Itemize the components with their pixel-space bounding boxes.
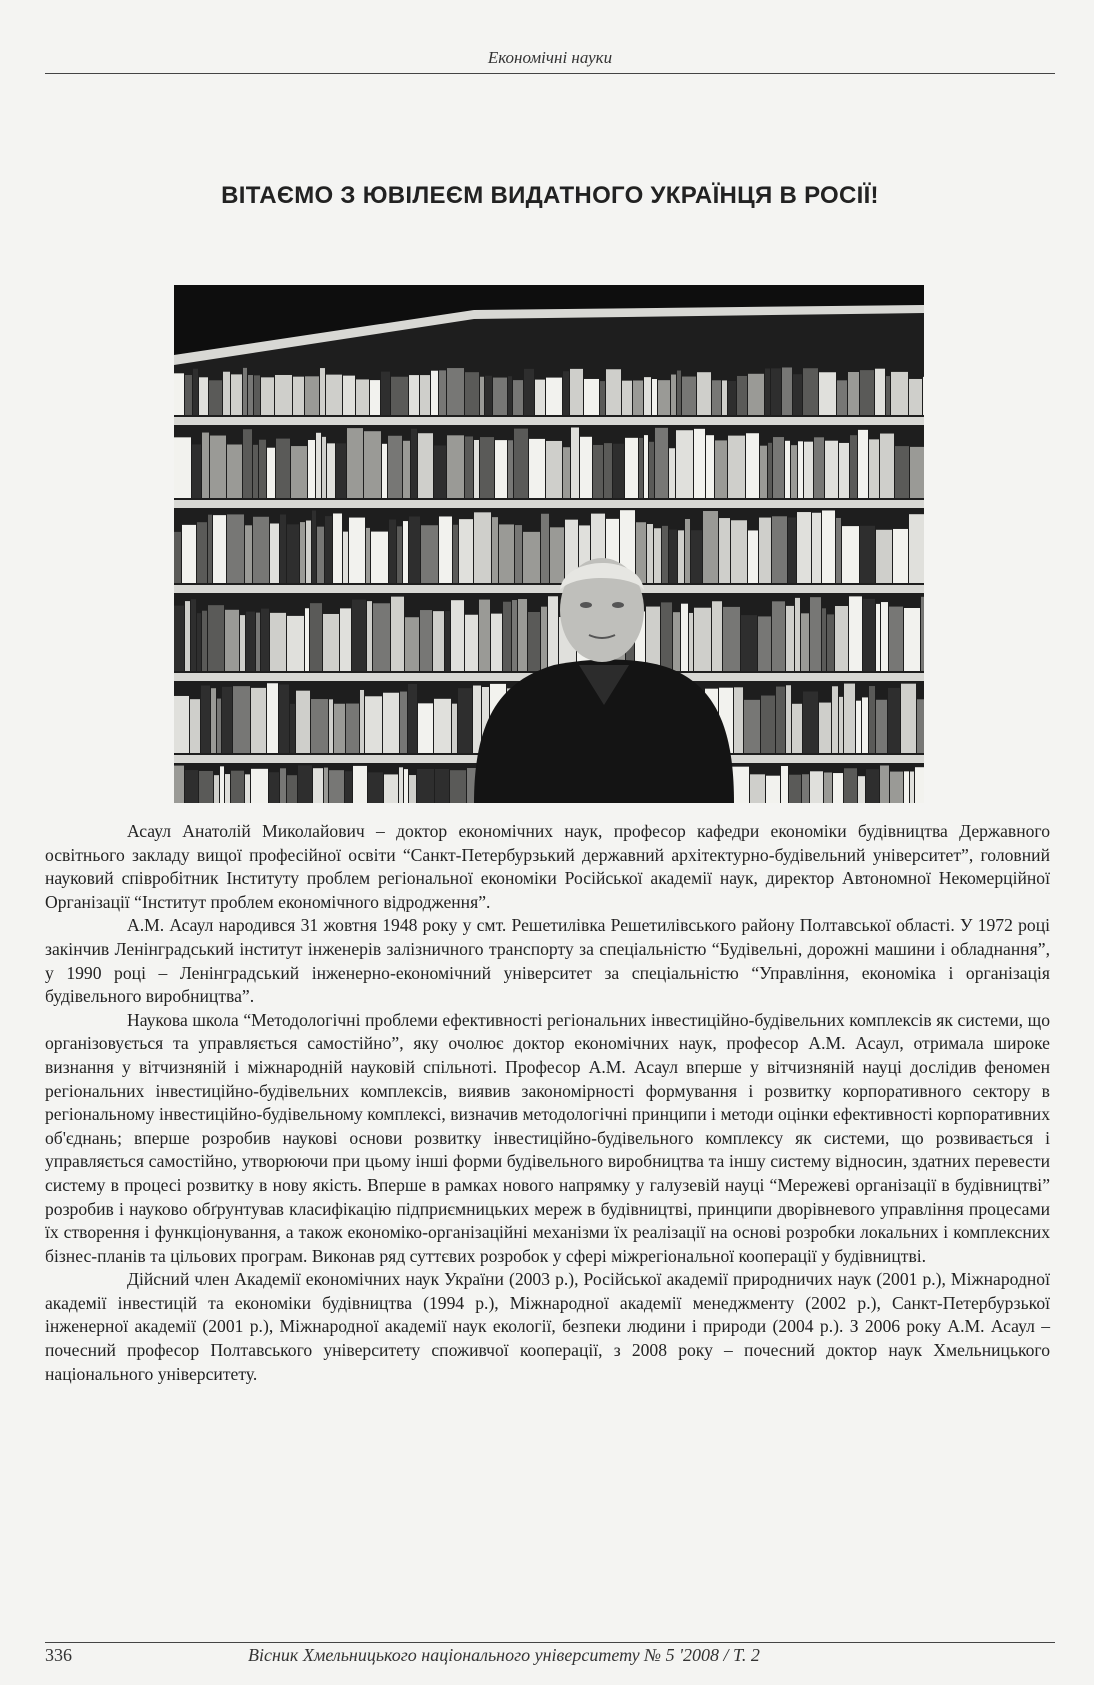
portrait-photo <box>174 285 924 803</box>
journal-citation: Вісник Хмельницького національного університету № 5 '2008 / Т. 2 <box>248 1645 760 1665</box>
header-divider <box>45 73 1055 74</box>
article-title: ВІТАЄМО З ЮВІЛЕЄМ ВИДАТНОГО УКРАЇНЦЯ В РОСІЇ! <box>221 182 879 209</box>
article-body <box>45 820 1050 1386</box>
portrait-photo-icon <box>174 285 924 803</box>
footer-divider <box>45 1642 1055 1643</box>
paragraph-biography: А.М. Асаул народився 31 жовтня 1948 року у смт. Решетилівка Решетилівського району Полтавської області. У 1972 році закінчив Ленінградський інститут інженерів залізничного транспорту за спеціальністю “Будівельні, дорожні машини і обладнання”, у 1990 році – Ленінградський інженерно-економічний університет за спеціальністю “Управління, економіка і організація будівельного виробництва”. <box>45 915 1050 1007</box>
page-number: 336 <box>45 1645 72 1665</box>
paragraph-intro: Асаул Анатолій Миколайович – доктор економічних наук, професор кафедри економіки будівництва Державного освітнього закладу вищої професійної освіти “Санкт-Петербурзький державний архітектурно-будівельний університет”, головний науковий співробітник Інституту проблем регіональної економіки Російської академії наук, директор Автономної Некомерційної Організації “Інститут проблем економічного відродження”. <box>45 821 1050 912</box>
paragraph-memberships: Дійсний член Академії економічних наук України (2003 р.), Російської академії природничих наук (2001 р.), Міжнародної академії інвестицій та економіки будівництва (1994 р.), Міжнародної академії менеджменту (2002 р.), Санкт-Петербурзької інженерної академії (2001 р.), Міжнародної академії наук екології, безпеки людини і природи (2004 р.). З 2006 року А.М. Асаул – почесний професор Полтавського університету споживчої кооперації, з 2008 року – почесний доктор наук Хмельницького національного університету. <box>45 1269 1050 1384</box>
section-header: Економічні науки <box>487 48 613 67</box>
paragraph-science-school: Наукова школа “Методологічні проблеми ефективності регіональних інвестиційно-будівельних комплексів як системи, що організовується та управляється самостійно”, яку очолює доктор економічних наук, професор А.М. Асаул, отримала широке визнання у вітчизняній і міжнародній науковій спільноті. Професор А.М. Асаул вперше у вітчизняній науці дослідив феномен регіональних інвестиційно-будівельних комплексів, виявив закономірності формування і розвитку корпоративного сектору в регіональному інвестиційно-будівельному комплексі, визначив методологічні принципи і методи оцінки ефективності корпоративних об'єднань; вперше розробив наукові основи розвитку інвестиційно-будівельного комплексу як системи, що розвивається і управляється самостійно, утворюючи при цьому інші форми будівельного виробництва та іншу систему відносин, здатних перевести систему в процесі розвитку в нову якість. Вперше в рамках нового напрямку у галузевій науці “Мережеві організації в будівництві” розробив і науково обґрунтував класифікацію підприємницьких мереж в будівництві, принципи дворівневого управління процесами їх створення і функціонування, а також економіко-організаційні механізми їх реалізації на основі розробки локальних і комплексних бізнес-планів та цільових програм. Виконав ряд суттєвих розробок у сфері міжрегіональної кооперації у будівництві. <box>45 1009 1050 1266</box>
